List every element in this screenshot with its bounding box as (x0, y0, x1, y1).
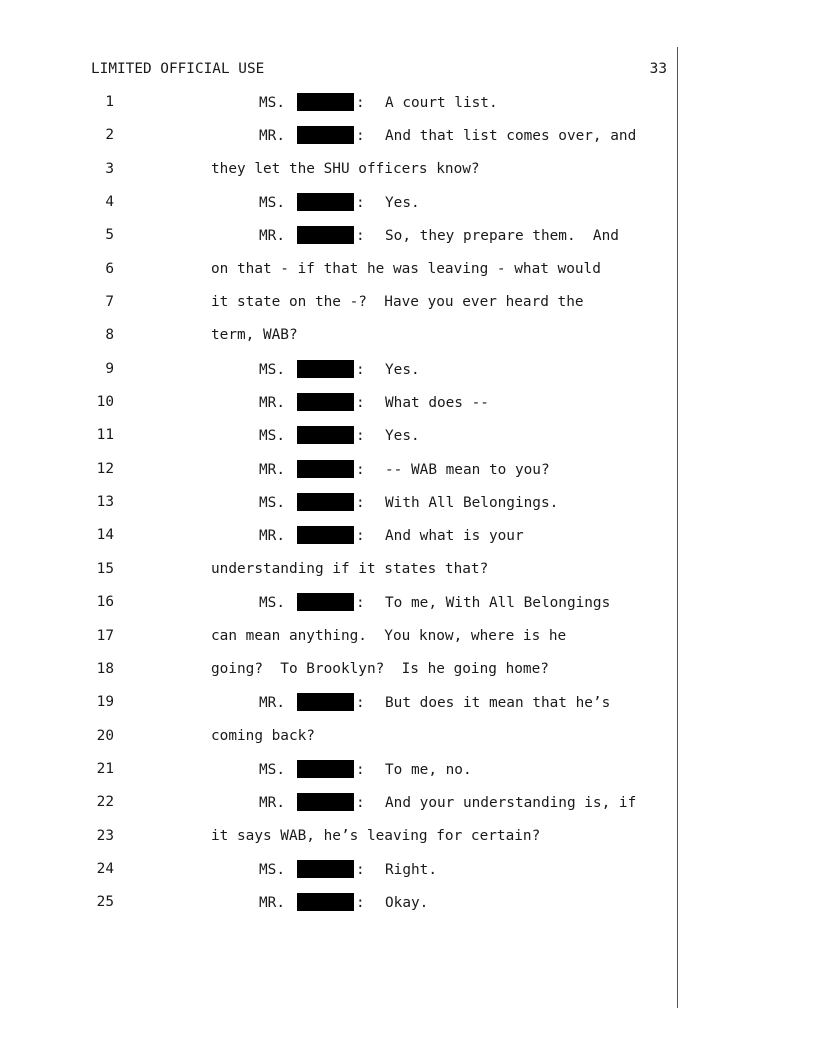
speaker-colon: : (356, 495, 365, 512)
continuation-text: they let the SHU officers know? (211, 160, 480, 177)
spoken-text: And that list comes over, and (385, 128, 637, 145)
speaker-line (259, 361, 420, 379)
speaker-colon: : (356, 461, 365, 478)
speaker-line (259, 461, 550, 479)
continuation-text: it says WAB, he’s leaving for certain? (211, 827, 541, 844)
line-number: 2 (105, 127, 114, 144)
spoken-text: To me, no. (385, 761, 472, 778)
line-number: 13 (96, 494, 114, 511)
continuation-text: can mean anything. You know, where is he (211, 627, 567, 644)
redaction-box (297, 226, 354, 244)
transcript-line (0, 692, 677, 725)
spoken-text: Yes. (385, 195, 420, 212)
transcript-line (0, 425, 677, 458)
speaker-title: MR. (259, 695, 285, 712)
speaker-colon: : (356, 528, 365, 545)
line-number: 21 (96, 760, 114, 777)
redaction-box (297, 793, 354, 811)
line-number: 12 (96, 460, 114, 477)
speaker-title: MR. (259, 528, 285, 545)
transcript-line (0, 259, 677, 292)
spoken-text: -- WAB mean to you? (385, 461, 550, 478)
right-margin-rule (677, 47, 678, 1008)
transcript-line (0, 559, 677, 592)
transcript-line (0, 792, 677, 825)
speaker-colon: : (356, 428, 365, 445)
redaction-box (297, 93, 354, 111)
line-number: 22 (96, 794, 114, 811)
speaker-title: MS. (259, 195, 285, 212)
line-number: 11 (96, 427, 114, 444)
line-number: 18 (96, 660, 114, 677)
redaction-box (297, 393, 354, 411)
transcript-line (0, 726, 677, 759)
redaction-box (297, 193, 354, 211)
speaker-colon: : (356, 761, 365, 778)
transcript-line (0, 525, 677, 558)
line-number: 9 (105, 360, 114, 377)
speaker-line (259, 427, 420, 445)
spoken-text: And what is your (385, 528, 524, 545)
spoken-text: Yes. (385, 361, 420, 378)
transcript-line (0, 159, 677, 192)
transcript-line (0, 392, 677, 425)
speaker-line (259, 227, 619, 245)
line-number: 24 (96, 860, 114, 877)
speaker-colon: : (356, 361, 365, 378)
speaker-title: MS. (259, 861, 285, 878)
transcript-line (0, 759, 677, 792)
transcript-line (0, 626, 677, 659)
transcript-line (0, 859, 677, 892)
speaker-colon: : (356, 95, 365, 111)
speaker-line (259, 894, 428, 912)
transcript-line (0, 659, 677, 692)
page-number: 33 (649, 61, 667, 77)
spoken-text: But does it mean that he’s (385, 695, 611, 712)
classification-header: LIMITED OFFICIAL USE (91, 61, 265, 77)
line-number: 1 (105, 94, 114, 110)
line-number: 14 (96, 527, 114, 544)
transcript-line (0, 225, 677, 258)
line-number: 10 (96, 394, 114, 411)
speaker-title: MR. (259, 228, 285, 245)
transcript-line (0, 292, 677, 325)
speaker-colon: : (356, 861, 365, 878)
continuation-text: it state on the -? Have you ever heard the (211, 294, 584, 311)
transcript-line (0, 325, 677, 358)
line-number: 15 (96, 560, 114, 577)
transcript-line (0, 826, 677, 859)
redaction-box (297, 693, 354, 711)
spoken-text: To me, With All Belongings (385, 595, 611, 612)
speaker-colon: : (356, 395, 365, 412)
redaction-box (297, 526, 354, 544)
speaker-title: MS. (259, 761, 285, 778)
spoken-text: With All Belongings. (385, 495, 559, 512)
speaker-title: MR. (259, 461, 285, 478)
speaker-colon: : (356, 695, 365, 712)
speaker-title: MR. (259, 395, 285, 412)
speaker-colon: : (356, 595, 365, 612)
transcript-line (0, 592, 677, 625)
transcript-line (0, 125, 677, 158)
transcript-line (0, 192, 677, 225)
speaker-title: MS. (259, 361, 285, 378)
speaker-colon: : (356, 228, 365, 245)
speaker-colon: : (356, 795, 365, 812)
transcript-line (0, 492, 677, 525)
transcript-line (0, 459, 677, 492)
transcript-lines (0, 92, 677, 926)
line-number: 4 (105, 194, 114, 211)
spoken-text: Yes. (385, 428, 420, 445)
spoken-text: What does -- (385, 395, 489, 412)
speaker-line (259, 694, 610, 712)
continuation-text: going? To Brooklyn? Is he going home? (211, 660, 549, 677)
line-number: 8 (105, 327, 114, 344)
line-number: 6 (105, 260, 114, 277)
spoken-text: And your understanding is, if (385, 795, 637, 812)
speaker-line (259, 861, 437, 879)
speaker-colon: : (356, 128, 365, 145)
speaker-title: MS. (259, 595, 285, 612)
speaker-title: MS. (259, 428, 285, 445)
transcript-line (0, 92, 677, 125)
redaction-box (297, 760, 354, 778)
speaker-colon: : (356, 195, 365, 212)
redaction-box (297, 860, 354, 878)
redaction-box (297, 360, 354, 378)
line-number: 3 (105, 160, 114, 177)
speaker-colon: : (356, 895, 365, 912)
speaker-title: MS. (259, 495, 285, 512)
redaction-box (297, 593, 354, 611)
speaker-title: MS. (259, 95, 285, 111)
spoken-text: Right. (385, 861, 437, 878)
transcript-line (0, 892, 677, 925)
continuation-text: on that - if that he was leaving - what would (211, 260, 601, 277)
speaker-line (259, 194, 420, 212)
speaker-line (259, 794, 636, 812)
line-number: 19 (96, 694, 114, 711)
line-number: 25 (96, 894, 114, 911)
continuation-text: term, WAB? (211, 327, 298, 344)
speaker-line (259, 527, 524, 545)
redaction-box (297, 426, 354, 444)
speaker-title: MR. (259, 128, 285, 145)
line-number: 20 (96, 727, 114, 744)
redaction-box (297, 893, 354, 911)
line-number: 7 (105, 294, 114, 311)
line-number: 16 (96, 594, 114, 611)
spoken-text: A court list. (385, 95, 498, 111)
speaker-line (259, 494, 558, 512)
redaction-box (297, 460, 354, 478)
speaker-line (259, 594, 610, 612)
speaker-line (259, 761, 472, 779)
redaction-box (297, 493, 354, 511)
spoken-text: Okay. (385, 895, 429, 912)
speaker-line (259, 127, 636, 145)
transcript-line (0, 359, 677, 392)
speaker-line (259, 94, 498, 112)
continuation-text: understanding if it states that? (211, 560, 489, 577)
speaker-line (259, 394, 489, 412)
speaker-title: MR. (259, 895, 285, 912)
continuation-text: coming back? (211, 727, 315, 744)
line-number: 23 (96, 827, 114, 844)
line-number: 17 (96, 627, 114, 644)
spoken-text: So, they prepare them. And (385, 228, 619, 245)
redaction-box (297, 126, 354, 144)
speaker-title: MR. (259, 795, 285, 812)
line-number: 5 (105, 227, 114, 244)
